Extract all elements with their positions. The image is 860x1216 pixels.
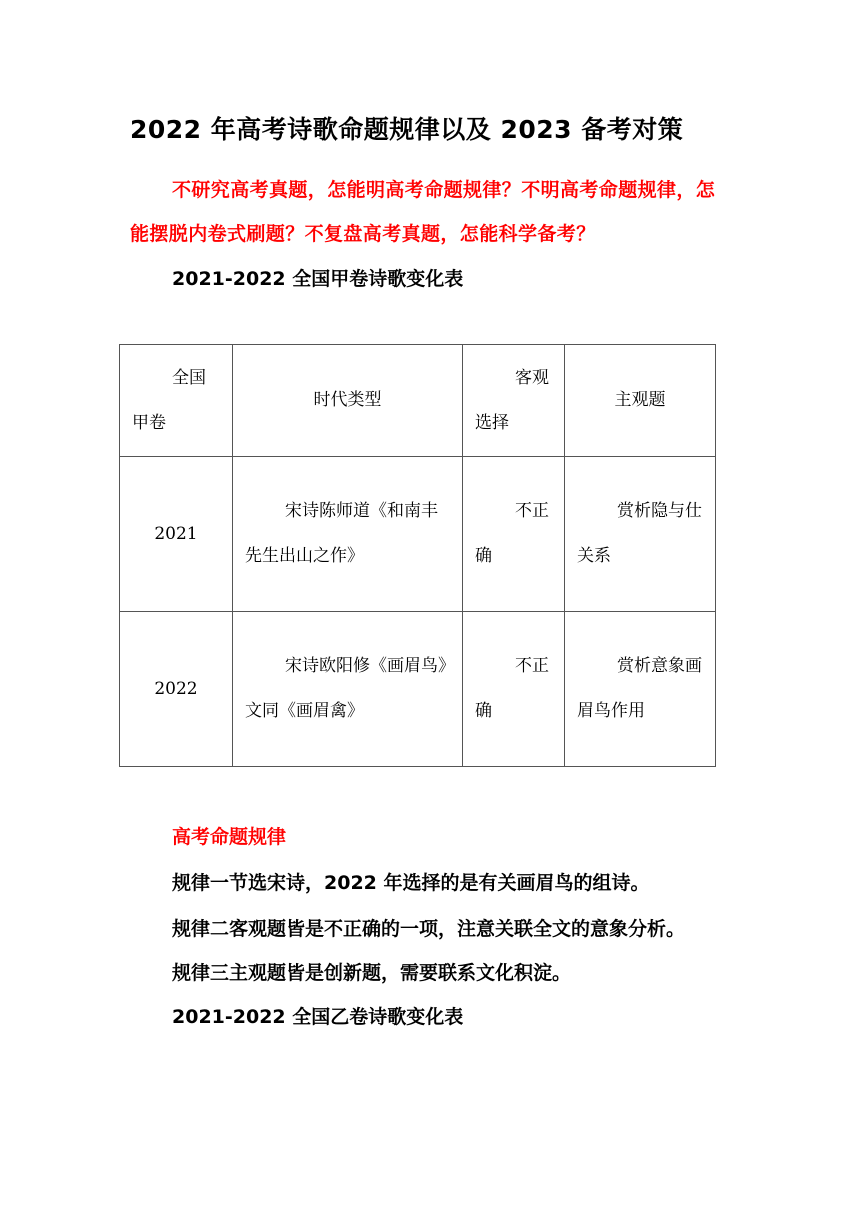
subjective-cell: 赏析意象画眉鸟作用 <box>565 612 716 767</box>
table-header-row <box>120 345 716 457</box>
year-cell: 2021 <box>120 457 233 612</box>
jia-poetry-table <box>119 344 716 767</box>
table-row <box>120 457 716 612</box>
rule-item: 规律三主观题皆是创新题，需要联系文化积淀。 <box>172 962 572 984</box>
rule-item: 规律二客观题皆是不正确的一项，注意关联全文的意象分析。 <box>172 918 686 940</box>
header-cell-paper: 全国甲卷 <box>120 345 233 457</box>
header-cell-subjective: 主观题 <box>565 345 716 457</box>
header-cell-era: 时代类型 <box>233 345 463 457</box>
rule-item: 规律一节选宋诗，2022 年选择的是有关画眉鸟的组诗。 <box>172 872 650 894</box>
table2-heading: 2021-2022 全国乙卷诗歌变化表 <box>172 1006 464 1028</box>
year-cell: 2022 <box>120 612 233 767</box>
page-title: 2022 年高考诗歌命题规律以及 2023 备考对策 <box>130 115 684 144</box>
table-row <box>120 612 716 767</box>
poem-cell: 宋诗陈师道《和南丰先生出山之作》 <box>233 457 463 612</box>
subjective-cell: 赏析隐与仕关系 <box>565 457 716 612</box>
table1-heading: 2021-2022 全国甲卷诗歌变化表 <box>172 268 464 290</box>
choice-cell: 不正确 <box>463 457 565 612</box>
choice-cell: 不正确 <box>463 612 565 767</box>
poem-cell: 宋诗欧阳修《画眉鸟》文同《画眉禽》 <box>233 612 463 767</box>
rules-heading: 高考命题规律 <box>172 826 287 848</box>
header-cell-objective: 客观选择 <box>463 345 565 457</box>
intro-paragraph: 不研究高考真题，怎能明高考命题规律？不明高考命题规律，怎能摆脱内卷式刷题？不复盘高考真题，怎能科学备考？ <box>130 179 716 245</box>
